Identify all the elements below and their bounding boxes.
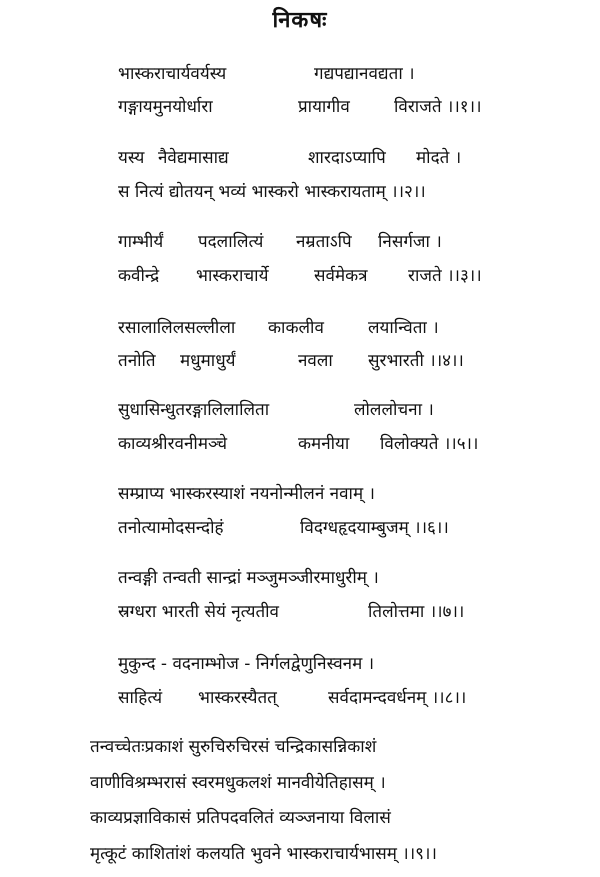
verse-text-segment: नवला — [298, 351, 333, 371]
verse-text-segment: कवीन्द्रे — [118, 266, 160, 286]
verse-text-segment: सर्वमेकत्र — [314, 266, 368, 286]
verse-text-segment: सर्वदामन्दवर्धनम् ।।८।। — [328, 688, 467, 708]
verse-text-segment: काव्यश्रीरवनीमञ्चे — [118, 434, 228, 454]
verse-text-segment: स नित्यं द्योतयन् भव्यं भास्करो भास्करायताम् ।।२।। — [118, 182, 426, 202]
verse-text-segment: काव्यप्रज्ञाविकासं प्रतिपदवलितं व्यञ्जनाया विलासं — [90, 808, 391, 828]
verse-text-segment: तनोत्यामोदसन्दोहं — [118, 518, 224, 538]
verse-text-segment: गङ्गायमुनयोर्धारा — [118, 97, 213, 117]
verse-text-segment: प्रायागीव — [298, 97, 350, 117]
verse-text-segment: शारदाऽप्यापि — [308, 148, 386, 168]
verse-text-segment: काकलीव — [268, 318, 324, 338]
verse-text-segment: गद्यपद्यानवद्यता । — [314, 64, 415, 84]
verse-text-segment: साहित्यं — [118, 688, 163, 708]
verse-text-segment: सम्प्राप्य भास्करस्याशं नयनोन्मीलनं नवाम् । — [118, 484, 375, 504]
verse-text-segment: कमनीया — [298, 434, 350, 454]
verse-text-segment: भास्करस्यैतत् — [198, 688, 277, 708]
verse-text-segment: मोदते । — [416, 148, 462, 168]
verse-text-segment: सुधासिन्धुतरङ्गालिलालिता — [118, 400, 270, 420]
verse-text-segment: राजते ।।३।। — [408, 266, 482, 286]
verse-text-segment: मृत्कूटं काशितांशं कलयति भुवने भास्कराचार्यभासम् ।।९।। — [90, 844, 437, 864]
verse-text-segment: मुकुन्द - वदनाम्भोज - निर्गलद्वेणुनिस्वनम । — [118, 654, 375, 674]
verse-text-segment: पदलालित्यं — [198, 232, 264, 252]
verse-text-segment: विराजते ।।१।। — [394, 97, 482, 117]
verse-text-segment: वाणीविश्रम्भरासं स्वरमधुकलशं मानवीयेतिहासम् । — [90, 773, 386, 793]
verse-text-segment: भास्कराचार्ये — [196, 266, 269, 286]
page-title: निकषः — [272, 8, 328, 33]
verse-text-segment: निसर्गजा । — [378, 232, 442, 252]
verse-text-segment: विदग्धहृदयाम्बुजम् ।।६।। — [300, 518, 449, 538]
verse-text-segment: भास्कराचार्यवर्यस्य — [118, 64, 227, 84]
verse-text-segment: तनोति — [118, 351, 156, 371]
verse-text-segment: नैवेद्यमासाद्य — [158, 148, 229, 168]
verse-text-segment: तन्वच्चेतःप्रकाशं सुरुचिरुचिरसं चन्द्रिकासन्निकाशं — [90, 737, 377, 757]
verse-text-segment: लयान्विता । — [368, 318, 439, 338]
verse-text-segment: रसालालिलसल्लीला — [118, 318, 236, 338]
verse-text-segment: तन्वङ्गी तन्वती सान्द्रां मञ्जुमञ्जीरमाधुरीम् । — [118, 568, 379, 588]
verse-text-segment: गाम्भीर्यं — [118, 232, 164, 252]
verse-text-segment: मधुमाधुर्यं — [180, 351, 236, 371]
verse-text-segment: सुरभारती ।।४।। — [368, 351, 464, 371]
verse-text-segment: लोललोचना । — [354, 400, 434, 420]
verse-text-segment: नम्रताऽपि — [296, 232, 352, 252]
verse-text-segment: यस्य — [118, 148, 145, 168]
verse-text-segment: विलोक्यते ।।५।। — [380, 434, 479, 454]
verse-text-segment: स्रग्धरा भारती सेयं नृत्यतीव — [118, 602, 279, 622]
verse-text-segment: तिलोत्तमा ।।७।। — [368, 602, 465, 622]
